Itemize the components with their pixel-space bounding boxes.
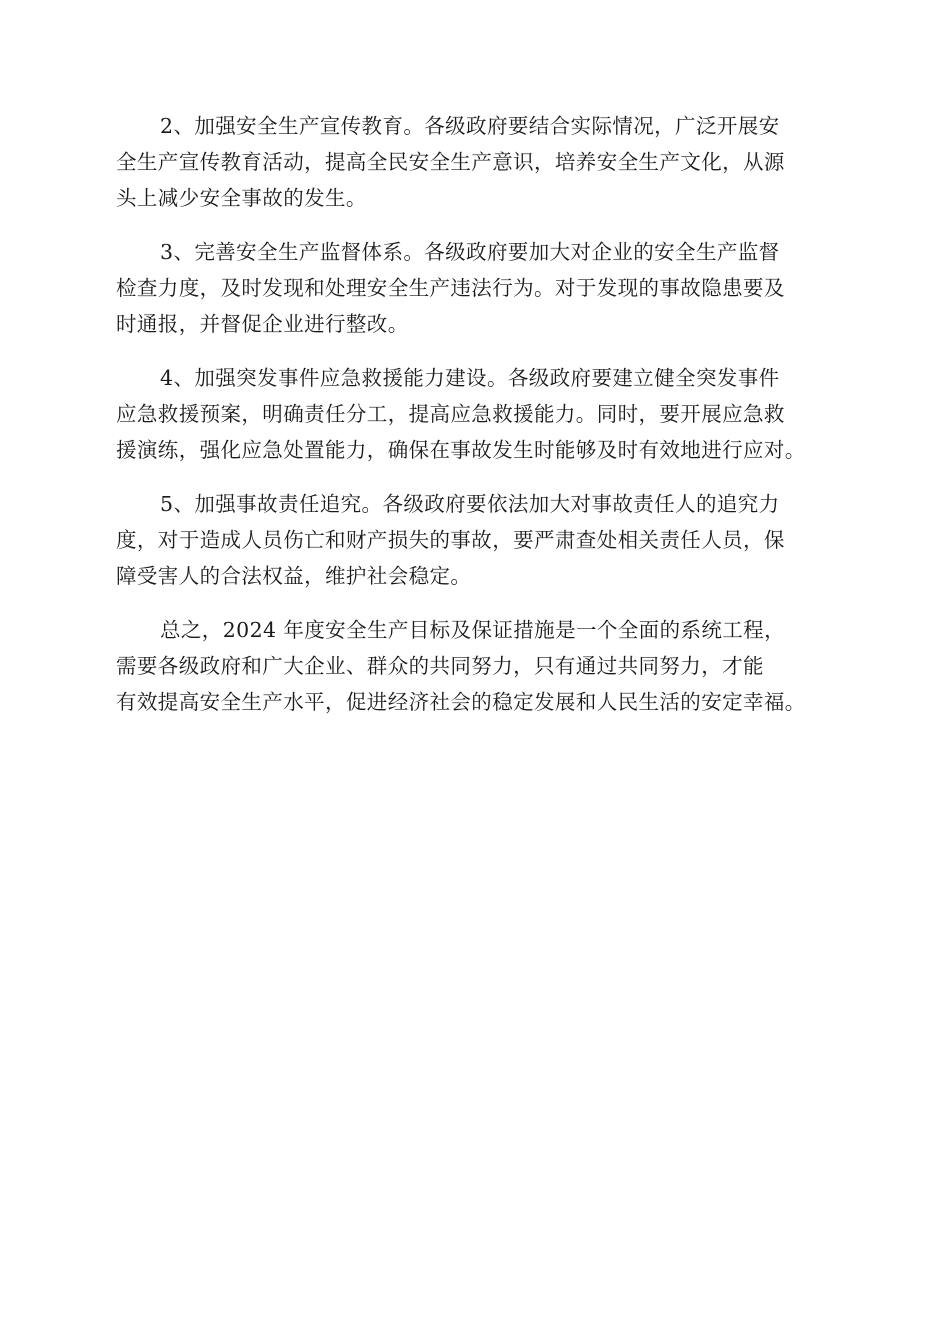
paragraph-line: 检查力度，及时发现和处理安全生产违法行为。对于发现的事故隐患要及 [116, 276, 785, 300]
paragraph-line: 4、加强突发事件应急救援能力建设。各级政府要建立健全突发事件 [160, 366, 780, 390]
paragraph-line: 度，对于造成人员伤亡和财产损失的事故，要严肃查处相关责任人员，保 [116, 528, 785, 552]
paragraph-line: 有效提高安全生产水平，促进经济社会的稳定发展和人民生活的安定幸福。 [116, 690, 806, 714]
paragraph-line: 援演练，强化应急处置能力，确保在事故发生时能够及时有效地进行应对。 [116, 438, 806, 462]
paragraph-line: 2、加强安全生产宣传教育。各级政府要结合实际情况，广泛开展安 [160, 114, 780, 138]
document-body [116, 108, 856, 738]
paragraph-item-4-emergency [116, 360, 856, 468]
paragraph-line: 3、完善安全生产监督体系。各级政府要加大对企业的安全生产监督 [160, 240, 780, 264]
paragraph-line: 需要各级政府和广大企业、群众的共同努力，只有通过共同努力，才能 [116, 654, 764, 678]
paragraph-line: 应急救援预案，明确责任分工，提高应急救援能力。同时，要开展应急救 [116, 402, 785, 426]
paragraph-line: 总之，2024 年度安全生产目标及保证措施是一个全面的系统工程， [160, 618, 785, 642]
paragraph-item-3-supervision [116, 234, 856, 342]
paragraph-line: 5、加强事故责任追究。各级政府要依法加大对事故责任人的追究力 [160, 492, 780, 516]
paragraph-line: 全生产宣传教育活动，提高全民安全生产意识，培养安全生产文化，从源 [116, 150, 785, 174]
paragraph-conclusion [116, 612, 856, 720]
paragraph-item-5-accountability [116, 486, 856, 594]
paragraph-line: 障受害人的合法权益，维护社会稳定。 [116, 564, 472, 588]
paragraph-line: 头上减少安全事故的发生。 [116, 186, 367, 210]
paragraph-line: 时通报，并督促企业进行整改。 [116, 312, 409, 336]
paragraph-item-2-publicity [116, 108, 856, 216]
